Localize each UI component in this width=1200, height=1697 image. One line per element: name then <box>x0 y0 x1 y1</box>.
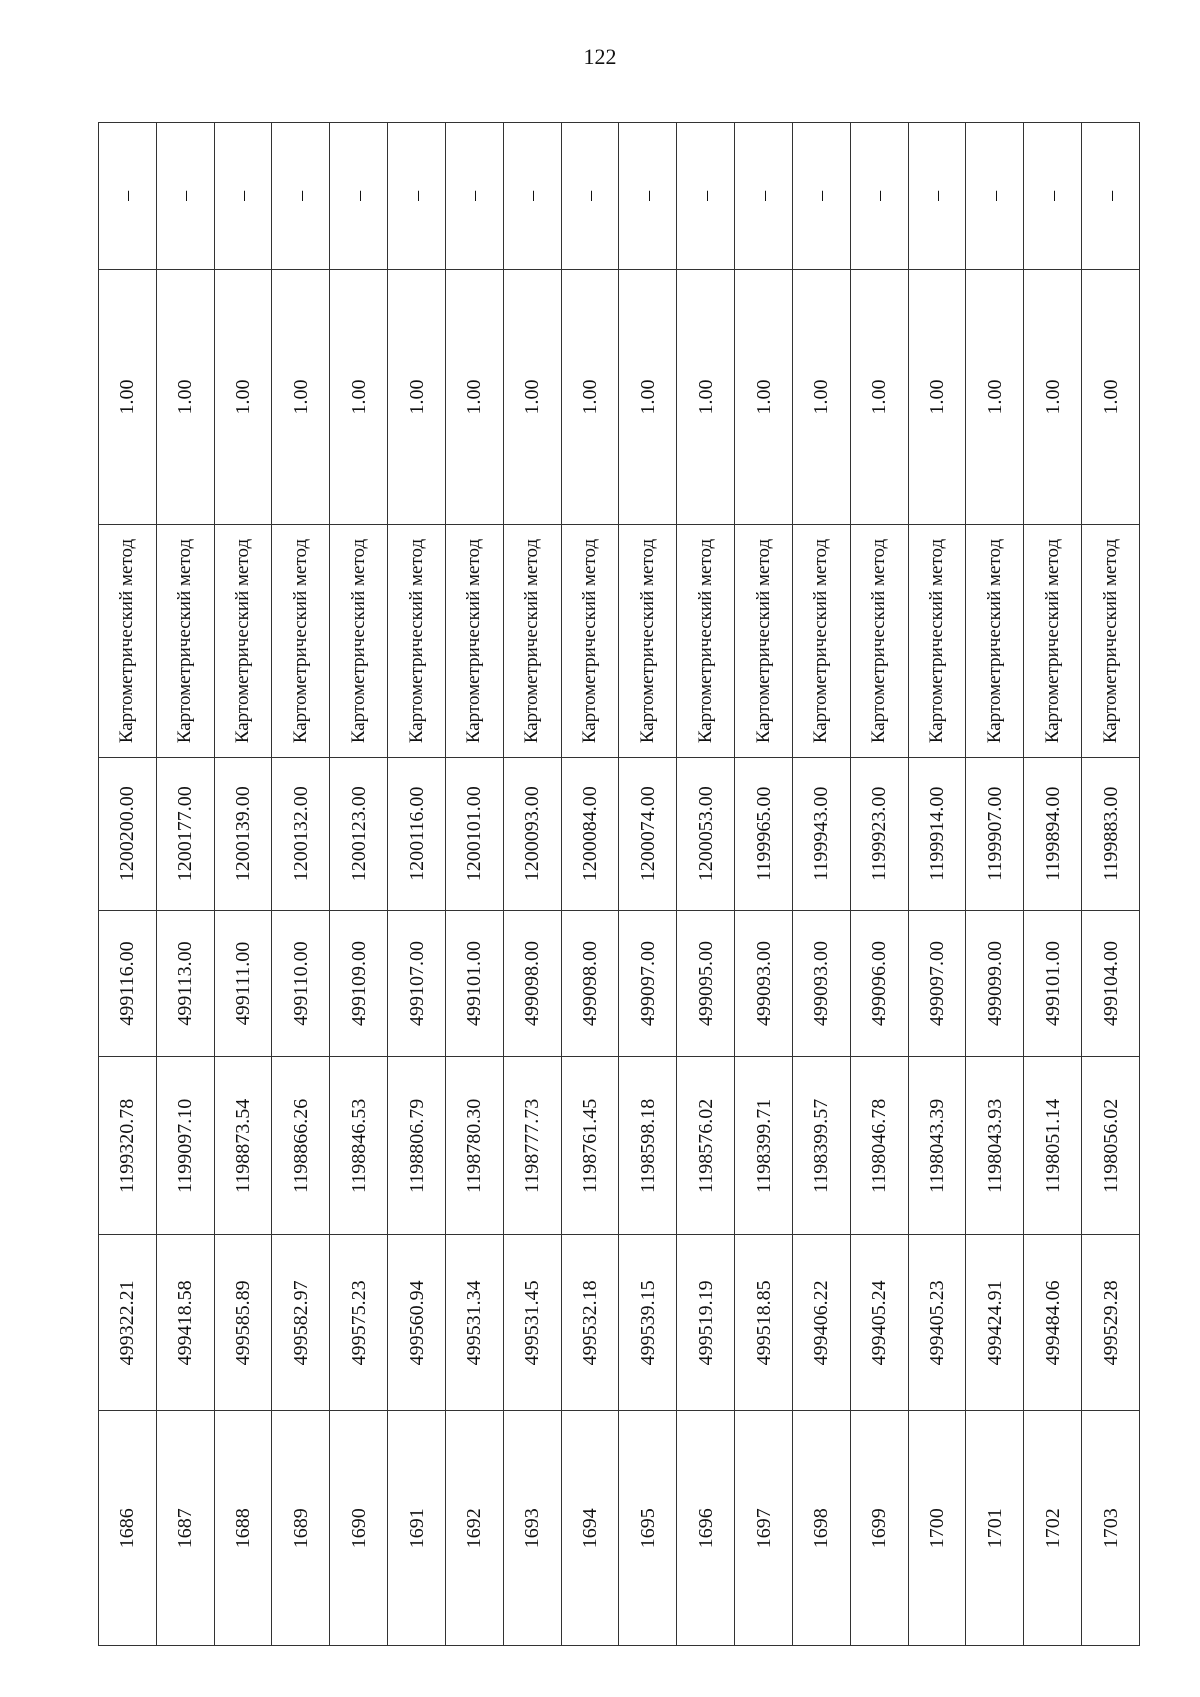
table-row <box>966 123 1024 1646</box>
point-number-cell: 1692 <box>445 1411 503 1646</box>
table-row <box>792 123 850 1646</box>
point-number-cell: 1695 <box>619 1411 677 1646</box>
note-cell: – <box>908 123 966 270</box>
table-row <box>677 123 735 1646</box>
y2-coordinate-cell: 1200139.00 <box>214 757 272 910</box>
accuracy-cell: 1.00 <box>677 269 735 525</box>
note-cell: – <box>966 123 1024 270</box>
point-number-cell: 1688 <box>214 1411 272 1646</box>
table-row <box>99 123 157 1646</box>
x2-coordinate-cell: 499101.00 <box>445 910 503 1057</box>
x-coordinate-cell: 499322.21 <box>99 1235 157 1411</box>
y-coordinate-cell: 1198399.57 <box>792 1057 850 1235</box>
method-cell: Картометрический метод <box>445 525 503 758</box>
y-coordinate-cell: 1198399.71 <box>735 1057 793 1235</box>
y2-coordinate-cell: 1200053.00 <box>677 757 735 910</box>
y2-coordinate-cell: 1200074.00 <box>619 757 677 910</box>
point-number-cell: 1698 <box>792 1411 850 1646</box>
point-number-cell: 1697 <box>735 1411 793 1646</box>
method-cell: Картометрический метод <box>156 525 214 758</box>
y2-coordinate-cell: 1200116.00 <box>388 757 446 910</box>
y-coordinate-cell: 1198780.30 <box>445 1057 503 1235</box>
table-row <box>908 123 966 1646</box>
accuracy-cell: 1.00 <box>792 269 850 525</box>
method-cell: Картометрический метод <box>850 525 908 758</box>
x-coordinate-cell: 499405.24 <box>850 1235 908 1411</box>
y-coordinate-cell: 1198846.53 <box>330 1057 388 1235</box>
x2-coordinate-cell: 499096.00 <box>850 910 908 1057</box>
x2-coordinate-cell: 499097.00 <box>619 910 677 1057</box>
point-number-cell: 1686 <box>99 1411 157 1646</box>
y2-coordinate-cell: 1199907.00 <box>966 757 1024 910</box>
x-coordinate-cell: 499539.15 <box>619 1235 677 1411</box>
accuracy-cell: 1.00 <box>735 269 793 525</box>
accuracy-cell: 1.00 <box>1082 269 1140 525</box>
x2-coordinate-cell: 499116.00 <box>99 910 157 1057</box>
x-coordinate-cell: 499585.89 <box>214 1235 272 1411</box>
accuracy-cell: 1.00 <box>850 269 908 525</box>
x2-coordinate-cell: 499098.00 <box>561 910 619 1057</box>
x-coordinate-cell: 499418.58 <box>156 1235 214 1411</box>
x-coordinate-cell: 499582.97 <box>272 1235 330 1411</box>
table-row <box>561 123 619 1646</box>
accuracy-cell: 1.00 <box>966 269 1024 525</box>
y-coordinate-cell: 1198576.02 <box>677 1057 735 1235</box>
coordinates-table-container <box>98 122 1140 1646</box>
table-row <box>388 123 446 1646</box>
y-coordinate-cell: 1198043.93 <box>966 1057 1024 1235</box>
method-cell: Картометрический метод <box>388 525 446 758</box>
note-cell: – <box>503 123 561 270</box>
x-coordinate-cell: 499405.23 <box>908 1235 966 1411</box>
method-cell: Картометрический метод <box>272 525 330 758</box>
method-cell: Картометрический метод <box>561 525 619 758</box>
x2-coordinate-cell: 499109.00 <box>330 910 388 1057</box>
point-number-cell: 1703 <box>1082 1411 1140 1646</box>
y2-coordinate-cell: 1200177.00 <box>156 757 214 910</box>
x2-coordinate-cell: 499107.00 <box>388 910 446 1057</box>
x2-coordinate-cell: 499110.00 <box>272 910 330 1057</box>
y2-coordinate-cell: 1200093.00 <box>503 757 561 910</box>
method-cell: Картометрический метод <box>677 525 735 758</box>
y2-coordinate-cell: 1200200.00 <box>99 757 157 910</box>
y-coordinate-cell: 1198056.02 <box>1082 1057 1140 1235</box>
y-coordinate-cell: 1198046.78 <box>850 1057 908 1235</box>
x-coordinate-cell: 499424.91 <box>966 1235 1024 1411</box>
table-row <box>272 123 330 1646</box>
y-coordinate-cell: 1199320.78 <box>99 1057 157 1235</box>
page-number: 122 <box>583 44 617 69</box>
y-coordinate-cell: 1198051.14 <box>1024 1057 1082 1235</box>
point-number-cell: 1701 <box>966 1411 1024 1646</box>
accuracy-cell: 1.00 <box>619 269 677 525</box>
point-number-cell: 1700 <box>908 1411 966 1646</box>
note-cell: – <box>272 123 330 270</box>
table-row <box>214 123 272 1646</box>
y2-coordinate-cell: 1200101.00 <box>445 757 503 910</box>
x-coordinate-cell: 499529.28 <box>1082 1235 1140 1411</box>
x2-coordinate-cell: 499098.00 <box>503 910 561 1057</box>
y2-coordinate-cell: 1199923.00 <box>850 757 908 910</box>
point-number-cell: 1687 <box>156 1411 214 1646</box>
y2-coordinate-cell: 1200132.00 <box>272 757 330 910</box>
note-cell: – <box>1082 123 1140 270</box>
point-number-cell: 1702 <box>1024 1411 1082 1646</box>
note-cell: – <box>1024 123 1082 270</box>
method-cell: Картометрический метод <box>619 525 677 758</box>
x2-coordinate-cell: 499093.00 <box>735 910 793 1057</box>
note-cell: – <box>792 123 850 270</box>
y-coordinate-cell: 1198598.18 <box>619 1057 677 1235</box>
x-coordinate-cell: 499406.22 <box>792 1235 850 1411</box>
table-row <box>445 123 503 1646</box>
accuracy-cell: 1.00 <box>908 269 966 525</box>
x-coordinate-cell: 499531.34 <box>445 1235 503 1411</box>
method-cell: Картометрический метод <box>1082 525 1140 758</box>
note-cell: – <box>850 123 908 270</box>
table-row <box>330 123 388 1646</box>
accuracy-cell: 1.00 <box>330 269 388 525</box>
table-row <box>619 123 677 1646</box>
y2-coordinate-cell: 1199894.00 <box>1024 757 1082 910</box>
x2-coordinate-cell: 499101.00 <box>1024 910 1082 1057</box>
note-cell: – <box>619 123 677 270</box>
method-cell: Картометрический метод <box>735 525 793 758</box>
x-coordinate-cell: 499518.85 <box>735 1235 793 1411</box>
note-cell: – <box>99 123 157 270</box>
method-cell: Картометрический метод <box>214 525 272 758</box>
note-cell: – <box>330 123 388 270</box>
note-cell: – <box>156 123 214 270</box>
y-coordinate-cell: 1198761.45 <box>561 1057 619 1235</box>
y-coordinate-cell: 1198777.73 <box>503 1057 561 1235</box>
table-row <box>503 123 561 1646</box>
x-coordinate-cell: 499560.94 <box>388 1235 446 1411</box>
x2-coordinate-cell: 499095.00 <box>677 910 735 1057</box>
table-row <box>1082 123 1140 1646</box>
table-row <box>735 123 793 1646</box>
point-number-cell: 1696 <box>677 1411 735 1646</box>
table-body <box>99 123 1140 1646</box>
y2-coordinate-cell: 1199965.00 <box>735 757 793 910</box>
method-cell: Картометрический метод <box>1024 525 1082 758</box>
note-cell: – <box>388 123 446 270</box>
point-number-cell: 1689 <box>272 1411 330 1646</box>
accuracy-cell: 1.00 <box>272 269 330 525</box>
x2-coordinate-cell: 499097.00 <box>908 910 966 1057</box>
x2-coordinate-cell: 499093.00 <box>792 910 850 1057</box>
note-cell: – <box>735 123 793 270</box>
x2-coordinate-cell: 499099.00 <box>966 910 1024 1057</box>
x-coordinate-cell: 499519.19 <box>677 1235 735 1411</box>
method-cell: Картометрический метод <box>792 525 850 758</box>
note-cell: – <box>445 123 503 270</box>
method-cell: Картометрический метод <box>503 525 561 758</box>
accuracy-cell: 1.00 <box>1024 269 1082 525</box>
note-cell: – <box>214 123 272 270</box>
y2-coordinate-cell: 1199883.00 <box>1082 757 1140 910</box>
x2-coordinate-cell: 499111.00 <box>214 910 272 1057</box>
point-number-cell: 1699 <box>850 1411 908 1646</box>
point-number-cell: 1693 <box>503 1411 561 1646</box>
accuracy-cell: 1.00 <box>503 269 561 525</box>
accuracy-cell: 1.00 <box>561 269 619 525</box>
table-row <box>1024 123 1082 1646</box>
y-coordinate-cell: 1199097.10 <box>156 1057 214 1235</box>
y2-coordinate-cell: 1200084.00 <box>561 757 619 910</box>
point-number-cell: 1690 <box>330 1411 388 1646</box>
y-coordinate-cell: 1198806.79 <box>388 1057 446 1235</box>
x-coordinate-cell: 499484.06 <box>1024 1235 1082 1411</box>
y2-coordinate-cell: 1199914.00 <box>908 757 966 910</box>
coordinates-table <box>98 122 1140 1646</box>
y2-coordinate-cell: 1200123.00 <box>330 757 388 910</box>
method-cell: Картометрический метод <box>908 525 966 758</box>
point-number-cell: 1694 <box>561 1411 619 1646</box>
y-coordinate-cell: 1198873.54 <box>214 1057 272 1235</box>
point-number-cell: 1691 <box>388 1411 446 1646</box>
accuracy-cell: 1.00 <box>388 269 446 525</box>
accuracy-cell: 1.00 <box>156 269 214 525</box>
table-row <box>850 123 908 1646</box>
y-coordinate-cell: 1198866.26 <box>272 1057 330 1235</box>
y-coordinate-cell: 1198043.39 <box>908 1057 966 1235</box>
x-coordinate-cell: 499531.45 <box>503 1235 561 1411</box>
note-cell: – <box>561 123 619 270</box>
x2-coordinate-cell: 499104.00 <box>1082 910 1140 1057</box>
accuracy-cell: 1.00 <box>99 269 157 525</box>
method-cell: Картометрический метод <box>99 525 157 758</box>
accuracy-cell: 1.00 <box>214 269 272 525</box>
accuracy-cell: 1.00 <box>445 269 503 525</box>
x2-coordinate-cell: 499113.00 <box>156 910 214 1057</box>
method-cell: Картометрический метод <box>966 525 1024 758</box>
method-cell: Картометрический метод <box>330 525 388 758</box>
y2-coordinate-cell: 1199943.00 <box>792 757 850 910</box>
note-cell: – <box>677 123 735 270</box>
table-row <box>156 123 214 1646</box>
x-coordinate-cell: 499575.23 <box>330 1235 388 1411</box>
x-coordinate-cell: 499532.18 <box>561 1235 619 1411</box>
